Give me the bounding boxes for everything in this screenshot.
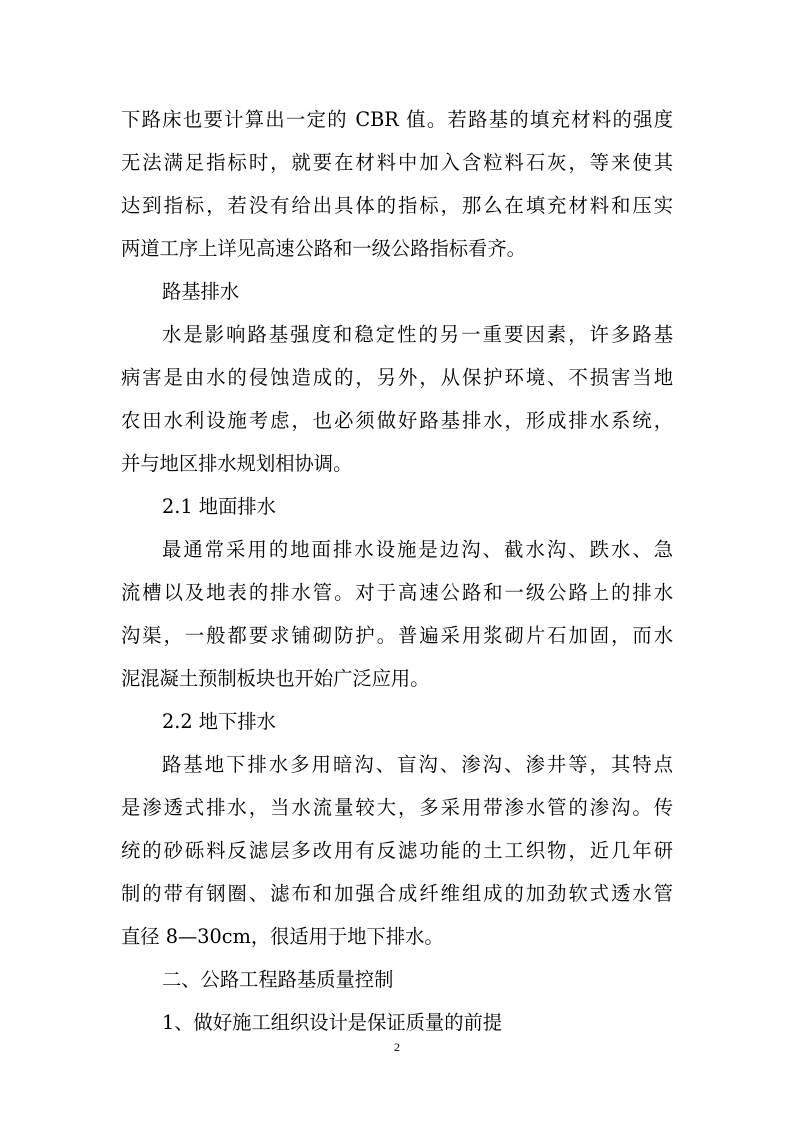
section-heading: 2.2 地下排水 <box>162 710 276 733</box>
section-heading: 1、做好施工组织设计是保证质量的前提 <box>162 1011 503 1034</box>
paragraph-line: 并与地区排水规划相协调。 <box>121 452 353 475</box>
section-heading: 2.1 地面排水 <box>162 495 276 518</box>
paragraph-line: 是渗透式排水，当水流量较大，多采用带渗水管的渗沟。传 <box>121 796 673 819</box>
paragraph-line: 水是影响路基强度和稳定性的另一重要因素，许多路基 <box>162 323 673 346</box>
paragraph-line: 两道工序上详见高速公路和一级公路指标看齐。 <box>121 237 526 260</box>
paragraph-line: 制的带有钢圈、滤布和加强合成纤维组成的加劲软式透水管 <box>121 882 673 905</box>
paragraph-line: 泥混凝土预制板块也开始广泛应用。 <box>121 667 430 690</box>
section-heading: 路基排水 <box>162 280 240 303</box>
paragraph-line: 流槽以及地表的排水管。对于高速公路和一级公路上的排水 <box>121 581 673 604</box>
paragraph-line: 统的砂砾料反滤层多改用有反滤功能的土工织物，近几年研 <box>121 839 673 862</box>
document-body <box>121 98 673 1044</box>
paragraph-line: 直径 8—30cm，很适用于地下排水。 <box>121 925 444 948</box>
paragraph-line: 路基地下排水多用暗沟、盲沟、渗沟、渗井等，其特点 <box>162 753 673 776</box>
paragraph-line: 达到指标，若没有给出具体的指标，那么在填充材料和压实 <box>121 194 673 217</box>
section-heading: 二、公路工程路基质量控制 <box>162 968 394 991</box>
paragraph-line: 病害是由水的侵蚀造成的，另外，从保护环境、不损害当地 <box>121 366 673 389</box>
paragraph-line: 沟渠，一般都要求铺砌防护。普遍采用浆砌片石加固，而水 <box>121 624 673 647</box>
paragraph-line: 农田水利设施考虑，也必须做好路基排水，形成排水系统， <box>121 409 673 432</box>
paragraph-line: 无法满足指标时，就要在材料中加入含粒料石灰，等来使其 <box>121 151 673 174</box>
paragraph-line: 下路床也要计算出一定的 CBR 值。若路基的填充材料的强度 <box>121 108 673 131</box>
paragraph-line: 最通常采用的地面排水设施是边沟、截水沟、跌水、急 <box>162 538 673 561</box>
page-number: 2 <box>394 1040 400 1054</box>
